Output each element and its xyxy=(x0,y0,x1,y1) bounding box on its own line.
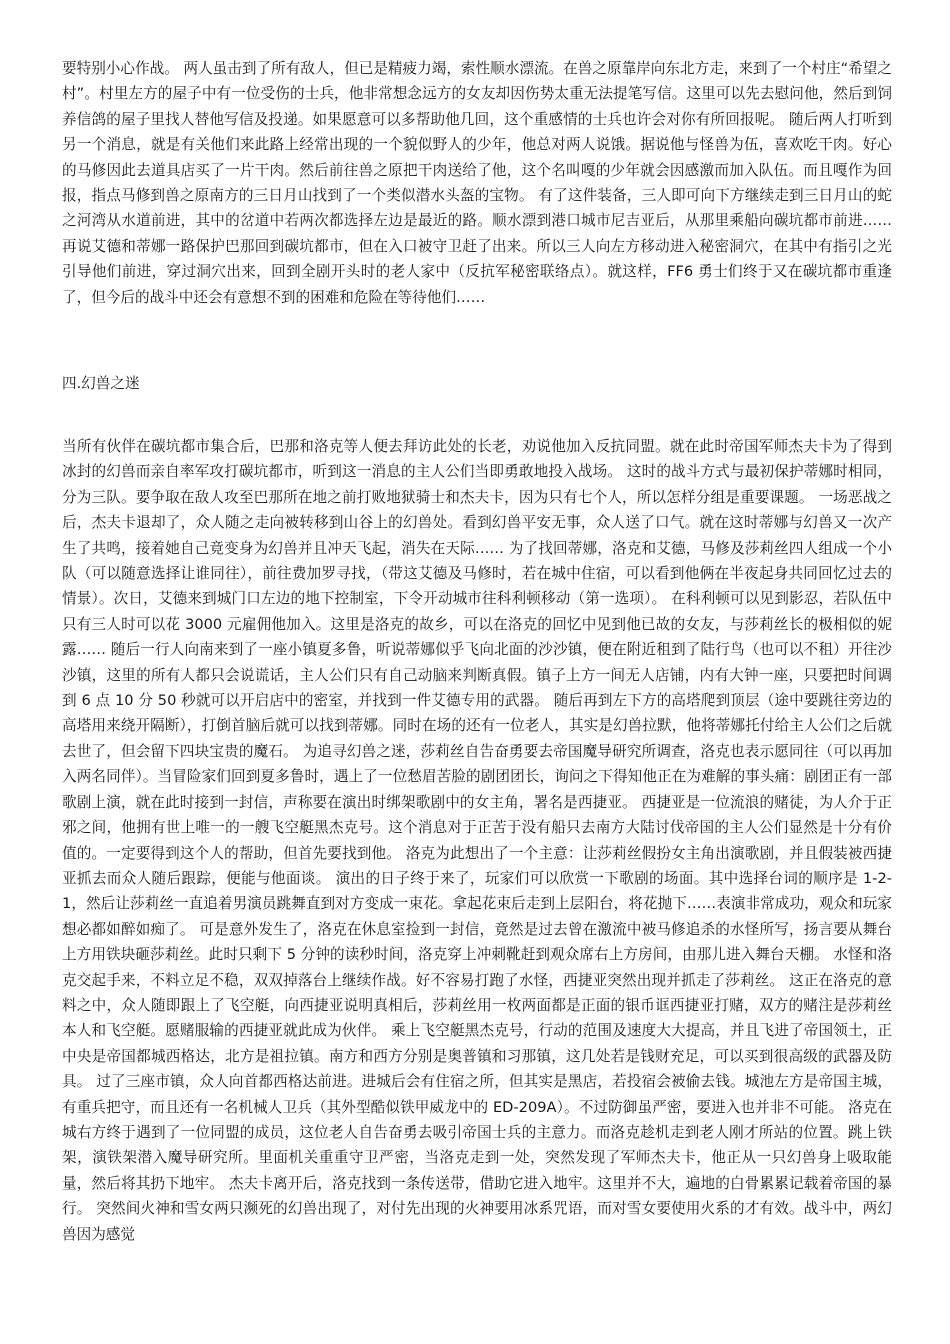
section-heading: 四.幻兽之迷 xyxy=(62,375,140,392)
document-page xyxy=(62,56,892,1344)
body-paragraph-2: 当所有伙伴在碳坑都市集合后，巴那和洛克等人便去拜访此处的长老，劝说他加入反抗同盟。就在此时帝国军师杰夫卡为了得到冰封的幻兽而亲自率军攻打碳坑都市，听到这一消息的主人公们当即勇敢地投入战场。 这时的战斗方式与最初保护蒂娜时相同，分为三队。要争取在敌人攻至巴那所在地之前打败地狱骑士和杰夫卡，因为只有七个人，所以怎样分组是重要课题。 一场恶战之后，杰夫卡退却了，众人随之走向被转移到山谷上的幻兽处。看到幻兽平安无事，众人送了口气。就在这时蒂娜与幻兽又一次产生了共鸣，接着她自己竟变身为幻兽并且冲天飞起，消失在天际…… 为了找回蒂娜，洛克和艾德，马修及莎莉丝四人组成一个小队（可以随意选择让谁同往），前往费加罗寻找，（带这艾德及马修时，若在城中住宿，可以看到他俩在半夜起身共同回忆过去的情景）。次日，艾德来到城门口左边的地下控制室，下令开动城市往科利顿移动（第一选项）。 在科利顿可以见到影忍，若队伍中只有三人时可以花 3000 元雇佣他加入。这里是洛克的故乡，可以在洛克的回忆中见到他已故的女友，与莎莉丝长的极相似的妮露…… 随后一行人向南来到了一座小镇夏多鲁，听说蒂娜似乎飞向北面的沙沙镇，便在附近租到了陆行鸟（也可以不租）开往沙沙镇，这里的所有人都只会说谎话，主人公们只有自己动脑来判断真假。镇子上方一间无人店铺，内有大钟一座，只要把时间调到 6 点 10 分 50 秒就可以开启店中的密室，并找到一件艾德专用的武器。 随后再到左下方的高塔爬到顶层（途中要跳往旁边的高塔用来绕开隔断），打倒首脑后就可以找到蒂娜。同时在场的还有一位老人，其实是幻兽拉默，他将蒂娜托付给主人公们之后就去世了，但会留下四块宝贵的魔石。 为追寻幻兽之迷，莎莉丝自告奋勇要去帝国魔导研究所调查，洛克也表示愿同往（可以再加入两名同伴）。当冒险家们回到夏多鲁时，遇上了一位愁眉苦脸的剧团团长，询问之下得知他正在为难解的事头痛：剧团正有一部歌剧上演，就在此时接到一封信，声称要在演出时绑架歌剧中的女主角，署名是西捷亚。 西捷亚是一位流浪的赌徒，为人介于正邪之间，他拥有世上唯一的一艘飞空艇黑杰克号。这个消息对于正苦于没有船只去南方大陆讨伐帝国的主人公们显然是十分有价值的。一定要得到这个人的帮助，但首先要找到他。 洛克为此想出了一个主意：让莎莉丝假扮女主角出演歌剧，并且假装被西捷亚抓去而众人随后跟踪，便能与他面谈。 演出的日子终于来了，玩家们可以欣赏一下歌剧的场面。其中选择台词的顺序是 1-2-1，然后让莎莉丝一直追着男演员跳舞直到对方变成一束花。拿起花束后走到上层阳台，将花抛下……表演非常成功，观众和玩家想必都如醉如痴了。 可是意外发生了，洛克在休息室捡到一封信，竟然是过去曾在激流中被马修追杀的水怪所写，扬言要从舞台上方用铁块砸莎莉丝。此时只剩下 5 分钟的读秒时间，洛克穿上冲刺靴赶到观众席右上方房间，由那儿进入舞台天棚。 水怪和洛克交起手来，不料立足不稳，双双掉落台上继续作战。好不容易打跑了水怪，西捷亚突然出现并抓走了莎莉丝。 这正在洛克的意料之中，众人随即跟上了飞空艇，向西捷亚说明真相后，莎莉丝用一枚两面都是正面的银币诓西捷亚打赌，双方的赌注是莎莉丝本人和飞空艇。愿赌服输的西捷亚就此成为伙伴。 乘上飞空艇黑杰克号，行动的范围及速度大大提高，并且飞进了帝国领土，正中央是帝国都城西格达，北方是祖拉镇。南方和西方分别是奥普镇和习那镇，这几处若是钱财充足，可以买到很高级的武器及防具。 过了三座市镇，众人向首都西格达前进。进城后会有住宿之所，但其实是黑店，若投宿会被偷去钱。城池左方是帝国主城，有重兵把守，而且还有一名机械人卫兵（其外型酷似铁甲威龙中的 ED-209A）。不过防御虽严密，要进入也并非不可能。 洛克在城右方终于遇到了一位同盟的成员，这位老人自告奋勇去吸引帝国士兵的主意力。而洛克趁机走到老人刚才所站的位置。跳上铁架，演铁架潜入魔导研究所。里面机关重重守卫严密，当洛克走到一处，突然发现了军师杰夫卡，他正从一只幻兽身上吸取能量，然后将其扔下地牢。 杰夫卡离开后，洛克找到一条传送带，借助它进入地牢。这里并不大，遍地的白骨累累记载着帝国的暴行。 突然间火神和雪女两只濒死的幻兽出现了，对付先出现的火神要用冰系咒语，而对雪女要使用火系的才有效。战斗中，两幻兽因为感觉 xyxy=(62,438,892,1243)
body-paragraph-1: 要特别小心作战。 两人虽击到了所有敌人，但已是精疲力竭，索性顺水漂流。在兽之原靠岸向东北方走，来到了一个村庄“希望之村”。村里左方的屋子中有一位受伤的士兵，他非常想念远方的女友却因伤势太重无法提笔写信。这里可以先去慰问他，然后到饲养信鸽的屋子里找人替他写信及投递。如果愿意可以多帮助他几回，这个重感情的士兵也许会对你有所回报呢。 随后两人打听到另一个消息，就是有关他们来此路上经常出现的一个貌似野人的少年，他总对两人说饿。据说他与怪兽为伍，喜欢吃干肉。好心的马修因此去道具店买了一片干肉。然后前往兽之原把干肉送给了他，这个名叫嘎的少年就会因感激而加入队伍。而且嘎作为回报，指点马修到兽之原南方的三日月山找到了一个类似潜水头盔的宝物。 有了这件装备，三人即可向下方继续走到三日月山的蛇之河湾从水道前进，其中的岔道中若两次都选择左边是最近的路。顺水漂到港口城市尼吉亚后，从那里乘船向碳坑都市前进…… 再说艾德和蒂娜一路保护巴那回到碳坑都市，但在入口被守卫赶了出来。所以三人向左方移动进入秘密洞穴，在其中有指引之光引导他们前进，穿过洞穴出来，回到全剧开头时的老人家中（反抗军秘密联络点）。就这样，FF6 勇士们终于又在碳坑都市重逢了，但今后的战斗中还会有意想不到的困难和危险在等待他们…… xyxy=(62,60,892,306)
